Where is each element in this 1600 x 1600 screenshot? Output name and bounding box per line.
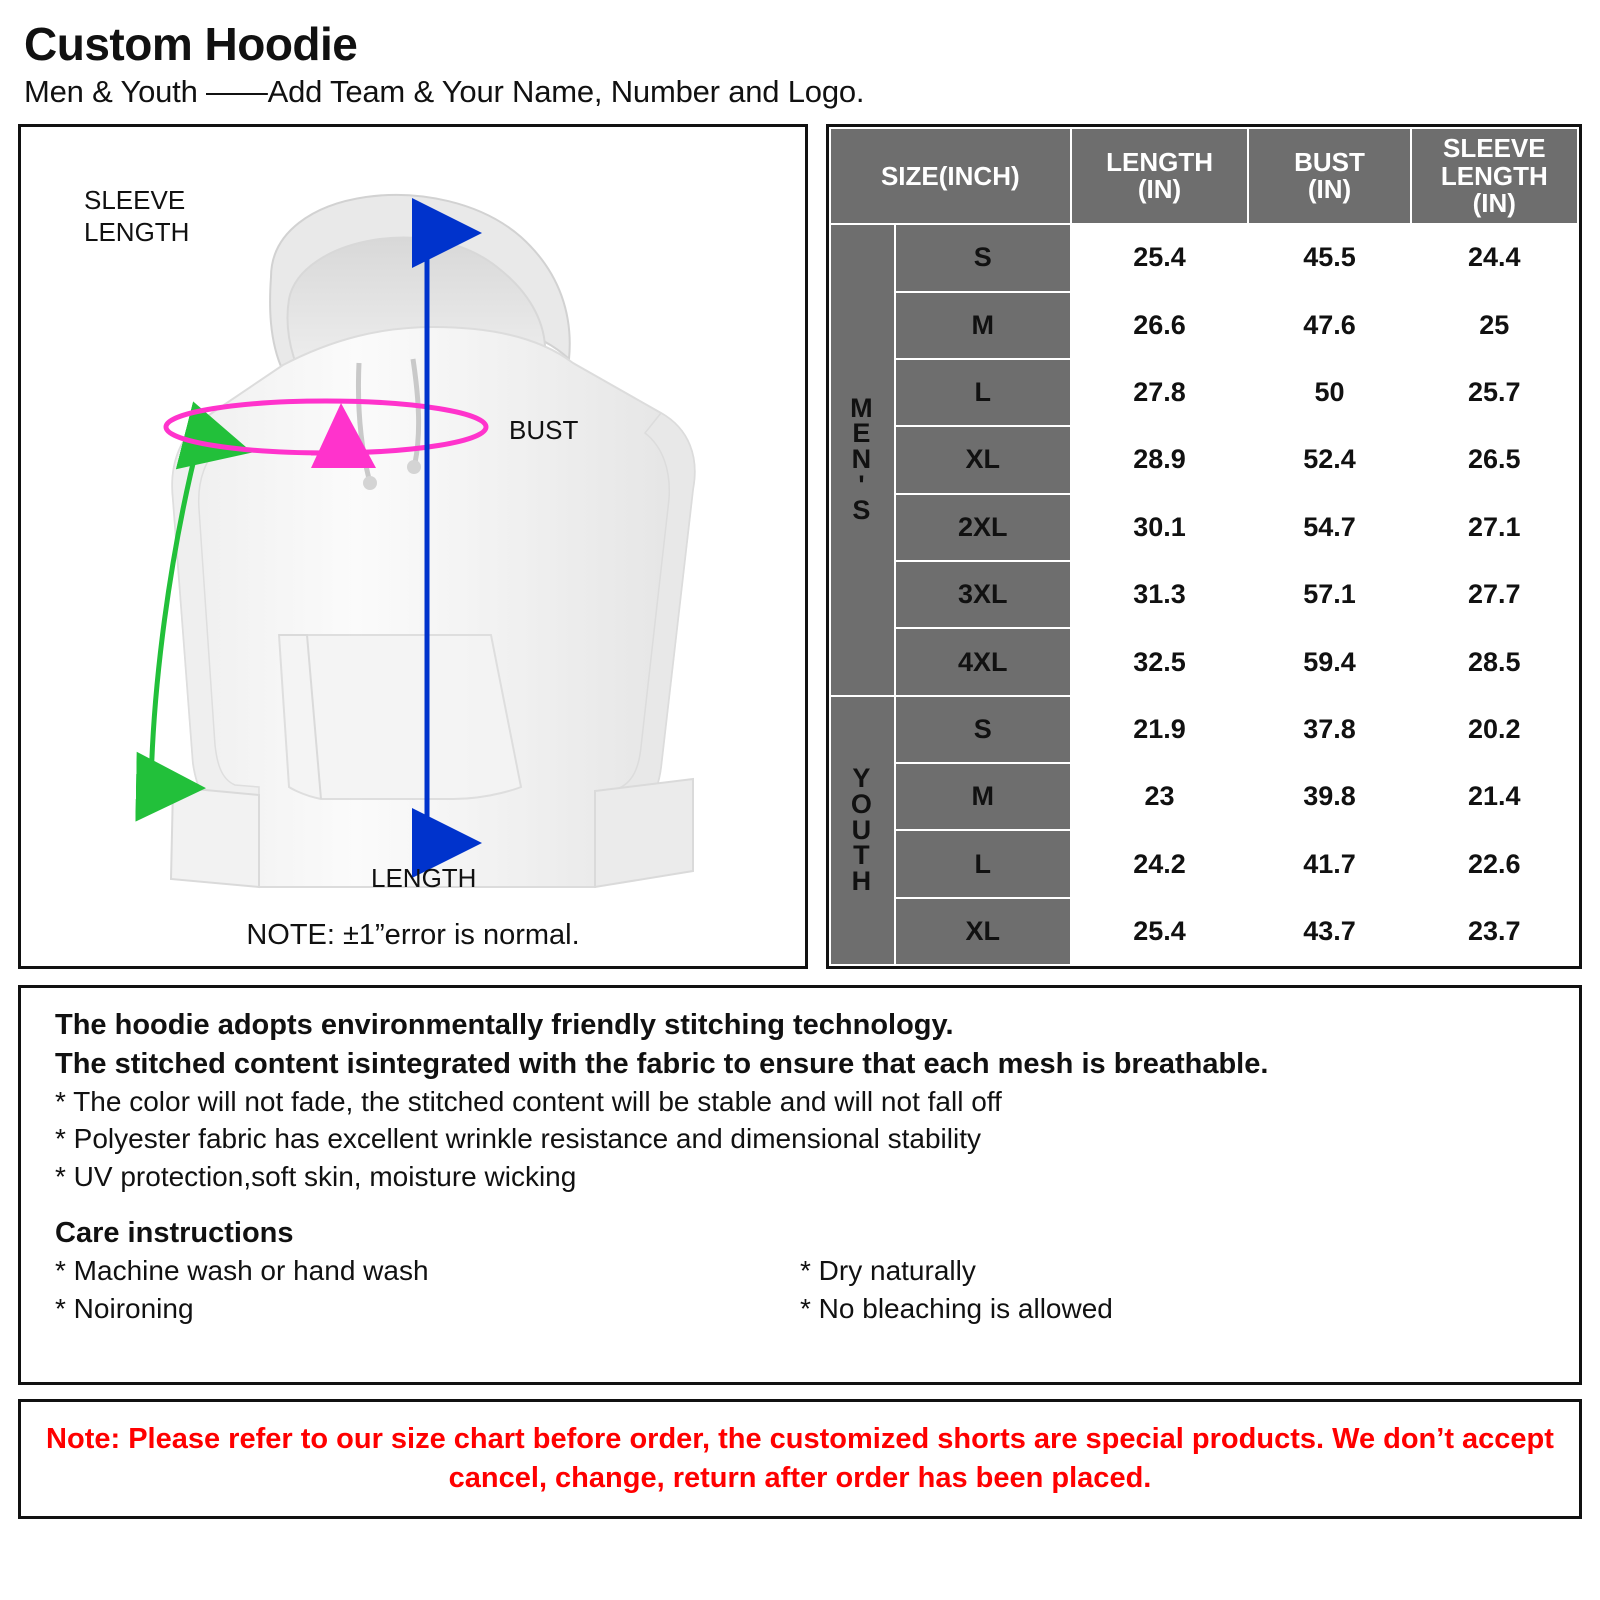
sleeve-length-label-line2: LENGTH [84, 217, 190, 248]
hoodie-illustration [21, 127, 805, 966]
policy-note-box [18, 1399, 1582, 1519]
cell-length: 32.5 [1071, 628, 1249, 695]
cell-bust: 43.7 [1248, 898, 1410, 966]
policy-note-line2: products. We don’t accept cancel, change, return after order has been placed. [448, 1423, 1554, 1495]
cell-size: L [895, 359, 1071, 426]
measurement-diagram [18, 124, 808, 969]
cell-length: 24.2 [1071, 830, 1249, 897]
table-row [830, 494, 1578, 561]
cell-bust: 39.8 [1248, 763, 1410, 830]
cell-bust: 52.4 [1248, 426, 1410, 493]
cell-length: 31.3 [1071, 561, 1249, 628]
cell-bust: 47.6 [1248, 292, 1410, 359]
size-table [829, 127, 1579, 966]
policy-note-text [41, 1420, 1559, 1498]
cell-sleeve: 20.2 [1411, 696, 1578, 763]
description-bullet-3: * UV protection,soft skin, moisture wicking [55, 1160, 577, 1192]
header-size: SIZE(INCH) [830, 128, 1071, 224]
cell-sleeve: 23.7 [1411, 898, 1578, 966]
cell-bust: 37.8 [1248, 696, 1410, 763]
table-row [830, 292, 1578, 359]
table-header-row [830, 128, 1578, 224]
description-bullet-2: * Polyester fabric has excellent wrinkle resistance and dimensional stability [55, 1123, 981, 1155]
table-row [830, 359, 1578, 426]
cell-size: 4XL [895, 628, 1071, 695]
group-label-mens: M E N ' S [830, 224, 895, 696]
header-length: LENGTH (IN) [1071, 128, 1249, 224]
size-table-container [826, 124, 1582, 969]
cell-size: M [895, 763, 1071, 830]
cell-sleeve: 21.4 [1411, 763, 1578, 830]
cell-bust: 59.4 [1248, 628, 1410, 695]
cell-sleeve: 22.6 [1411, 830, 1578, 897]
bust-label: BUST [509, 415, 579, 446]
table-row [830, 224, 1578, 291]
cell-length: 21.9 [1071, 696, 1249, 763]
cell-sleeve: 24.4 [1411, 224, 1578, 291]
table-row [830, 426, 1578, 493]
care-item: * No bleaching is allowed [800, 1293, 1113, 1325]
cell-length: 28.9 [1071, 426, 1249, 493]
table-row [830, 628, 1578, 695]
table-row [830, 561, 1578, 628]
cell-size: M [895, 292, 1071, 359]
cell-size: 2XL [895, 494, 1071, 561]
care-instructions-title: Care instructions [55, 1217, 294, 1250]
description-bold-2: The stitched content isintegrated with the fabric to ensure that each mesh is breathable. [55, 1047, 1269, 1080]
cell-sleeve: 25.7 [1411, 359, 1578, 426]
cell-length: 27.8 [1071, 359, 1249, 426]
header-bust: BUST (IN) [1248, 128, 1410, 224]
cell-size: S [895, 696, 1071, 763]
table-row [830, 763, 1578, 830]
table-row [830, 830, 1578, 897]
cell-size: XL [895, 426, 1071, 493]
cell-length: 23 [1071, 763, 1249, 830]
care-column-right [800, 1252, 1545, 1328]
cell-bust: 45.5 [1248, 224, 1410, 291]
care-item: * Machine wash or hand wash [55, 1255, 429, 1287]
care-item: * Noironing [55, 1293, 194, 1325]
cell-sleeve: 27.1 [1411, 494, 1578, 561]
table-row [830, 696, 1578, 763]
cell-length: 26.6 [1071, 292, 1249, 359]
cell-length: 30.1 [1071, 494, 1249, 561]
page-title: Custom Hoodie [24, 18, 358, 70]
description-bold-1: The hoodie adopts environmentally friendly stitching technology. [55, 1009, 954, 1042]
cell-size: XL [895, 898, 1071, 966]
cell-length: 25.4 [1071, 898, 1249, 966]
product-description [18, 985, 1582, 1385]
table-row [830, 898, 1578, 966]
cell-bust: 41.7 [1248, 830, 1410, 897]
top-section [18, 124, 1582, 969]
cell-sleeve: 26.5 [1411, 426, 1578, 493]
cell-sleeve: 25 [1411, 292, 1578, 359]
sleeve-length-label-line1: SLEEVE [84, 185, 186, 216]
cell-bust: 54.7 [1248, 494, 1410, 561]
cell-size: 3XL [895, 561, 1071, 628]
cell-sleeve: 27.7 [1411, 561, 1578, 628]
cell-bust: 57.1 [1248, 561, 1410, 628]
cell-sleeve: 28.5 [1411, 628, 1578, 695]
cell-size: L [895, 830, 1071, 897]
cell-length: 25.4 [1071, 224, 1249, 291]
care-column-left [55, 1252, 800, 1328]
group-label-youth: Y O U T H [830, 696, 895, 966]
tolerance-note: NOTE: ±1”error is normal. [246, 919, 580, 952]
header-sleeve-length: SLEEVE LENGTH (IN) [1411, 128, 1578, 224]
description-bullet-1: * The color will not fade, the stitched content will be stable and will not fall off [55, 1085, 1002, 1117]
cell-bust: 50 [1248, 359, 1410, 426]
care-item: * Dry naturally [800, 1255, 976, 1287]
length-label: LENGTH [371, 863, 477, 894]
care-instructions-list [55, 1252, 1545, 1328]
policy-note-line1: Note: Please refer to our size chart before order, the customized shorts are special [46, 1423, 1184, 1456]
cell-size: S [895, 224, 1071, 291]
page-subtitle: Men & Youth ——Add Team & Your Name, Number and Logo. [24, 74, 865, 110]
